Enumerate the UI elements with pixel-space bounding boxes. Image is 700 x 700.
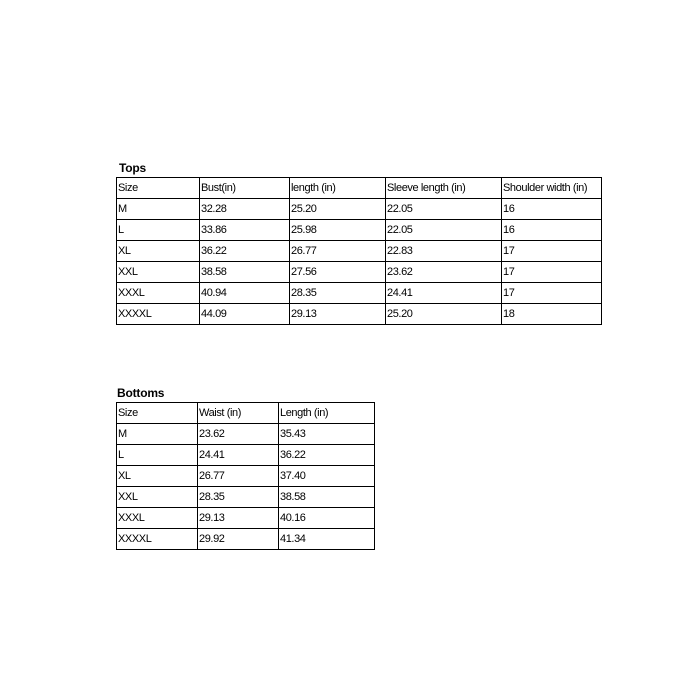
header-cell: Size xyxy=(117,403,198,424)
table-cell: XXXL xyxy=(117,508,198,529)
table-row xyxy=(117,508,375,529)
table-row xyxy=(117,283,602,304)
bottoms-size-table xyxy=(116,402,375,550)
table-row xyxy=(117,424,375,445)
table-cell: XXL xyxy=(117,487,198,508)
table-cell: 33.86 xyxy=(200,220,290,241)
table-row xyxy=(117,466,375,487)
table-cell: 32.28 xyxy=(200,199,290,220)
table-cell: 17 xyxy=(502,241,602,262)
table-cell: 24.41 xyxy=(386,283,502,304)
table-cell: 38.58 xyxy=(279,487,375,508)
table-cell: 44.09 xyxy=(200,304,290,325)
table-cell: XXXL xyxy=(117,283,200,304)
header-cell: length (in) xyxy=(290,178,386,199)
table-cell: XL xyxy=(117,466,198,487)
table-cell: 29.13 xyxy=(290,304,386,325)
table-cell: 36.22 xyxy=(200,241,290,262)
header-cell: Bust(in) xyxy=(200,178,290,199)
table-row xyxy=(117,220,602,241)
table-cell: M xyxy=(117,199,200,220)
table-cell: 16 xyxy=(502,220,602,241)
table-cell: 17 xyxy=(502,262,602,283)
header-cell: Waist (in) xyxy=(198,403,279,424)
table-cell: 28.35 xyxy=(198,487,279,508)
table-cell: 29.13 xyxy=(198,508,279,529)
header-cell: Shoulder width (in) xyxy=(502,178,602,199)
table-cell: 25.20 xyxy=(290,199,386,220)
header-cell: Size xyxy=(117,178,200,199)
table-cell: 22.05 xyxy=(386,220,502,241)
table-cell: M xyxy=(117,424,198,445)
table-cell: 40.94 xyxy=(200,283,290,304)
table-cell: 25.98 xyxy=(290,220,386,241)
table-cell: 25.20 xyxy=(386,304,502,325)
table-cell: 27.56 xyxy=(290,262,386,283)
table-cell: 35.43 xyxy=(279,424,375,445)
table-cell: 24.41 xyxy=(198,445,279,466)
table-cell: 40.16 xyxy=(279,508,375,529)
table-header-row xyxy=(117,178,602,199)
table-cell: 28.35 xyxy=(290,283,386,304)
table-cell: 41.34 xyxy=(279,529,375,550)
table-cell: 36.22 xyxy=(279,445,375,466)
table-header-row xyxy=(117,403,375,424)
table-cell: 22.83 xyxy=(386,241,502,262)
table-row xyxy=(117,304,602,325)
table-row xyxy=(117,529,375,550)
table-cell: 23.62 xyxy=(198,424,279,445)
table-cell: L xyxy=(117,220,200,241)
table-cell: 16 xyxy=(502,199,602,220)
table-cell: XXL xyxy=(117,262,200,283)
header-cell: Length (in) xyxy=(279,403,375,424)
table-cell: L xyxy=(117,445,198,466)
table-cell: 37.40 xyxy=(279,466,375,487)
table-cell: 26.77 xyxy=(198,466,279,487)
table-cell: XXXXL xyxy=(117,529,198,550)
table-cell: 23.62 xyxy=(386,262,502,283)
table-row xyxy=(117,262,602,283)
table-cell: XXXXL xyxy=(117,304,200,325)
table-cell: 17 xyxy=(502,283,602,304)
table-cell: 18 xyxy=(502,304,602,325)
table-cell: 26.77 xyxy=(290,241,386,262)
table-row xyxy=(117,199,602,220)
table-cell: 29.92 xyxy=(198,529,279,550)
table-cell: XL xyxy=(117,241,200,262)
table-cell: 38.58 xyxy=(200,262,290,283)
tops-section-title: Tops xyxy=(119,161,146,175)
table-row xyxy=(117,487,375,508)
header-cell: Sleeve length (in) xyxy=(386,178,502,199)
table-cell: 22.05 xyxy=(386,199,502,220)
bottoms-section-title: Bottoms xyxy=(117,386,165,400)
tops-size-table xyxy=(116,177,602,325)
table-row xyxy=(117,241,602,262)
table-row xyxy=(117,445,375,466)
